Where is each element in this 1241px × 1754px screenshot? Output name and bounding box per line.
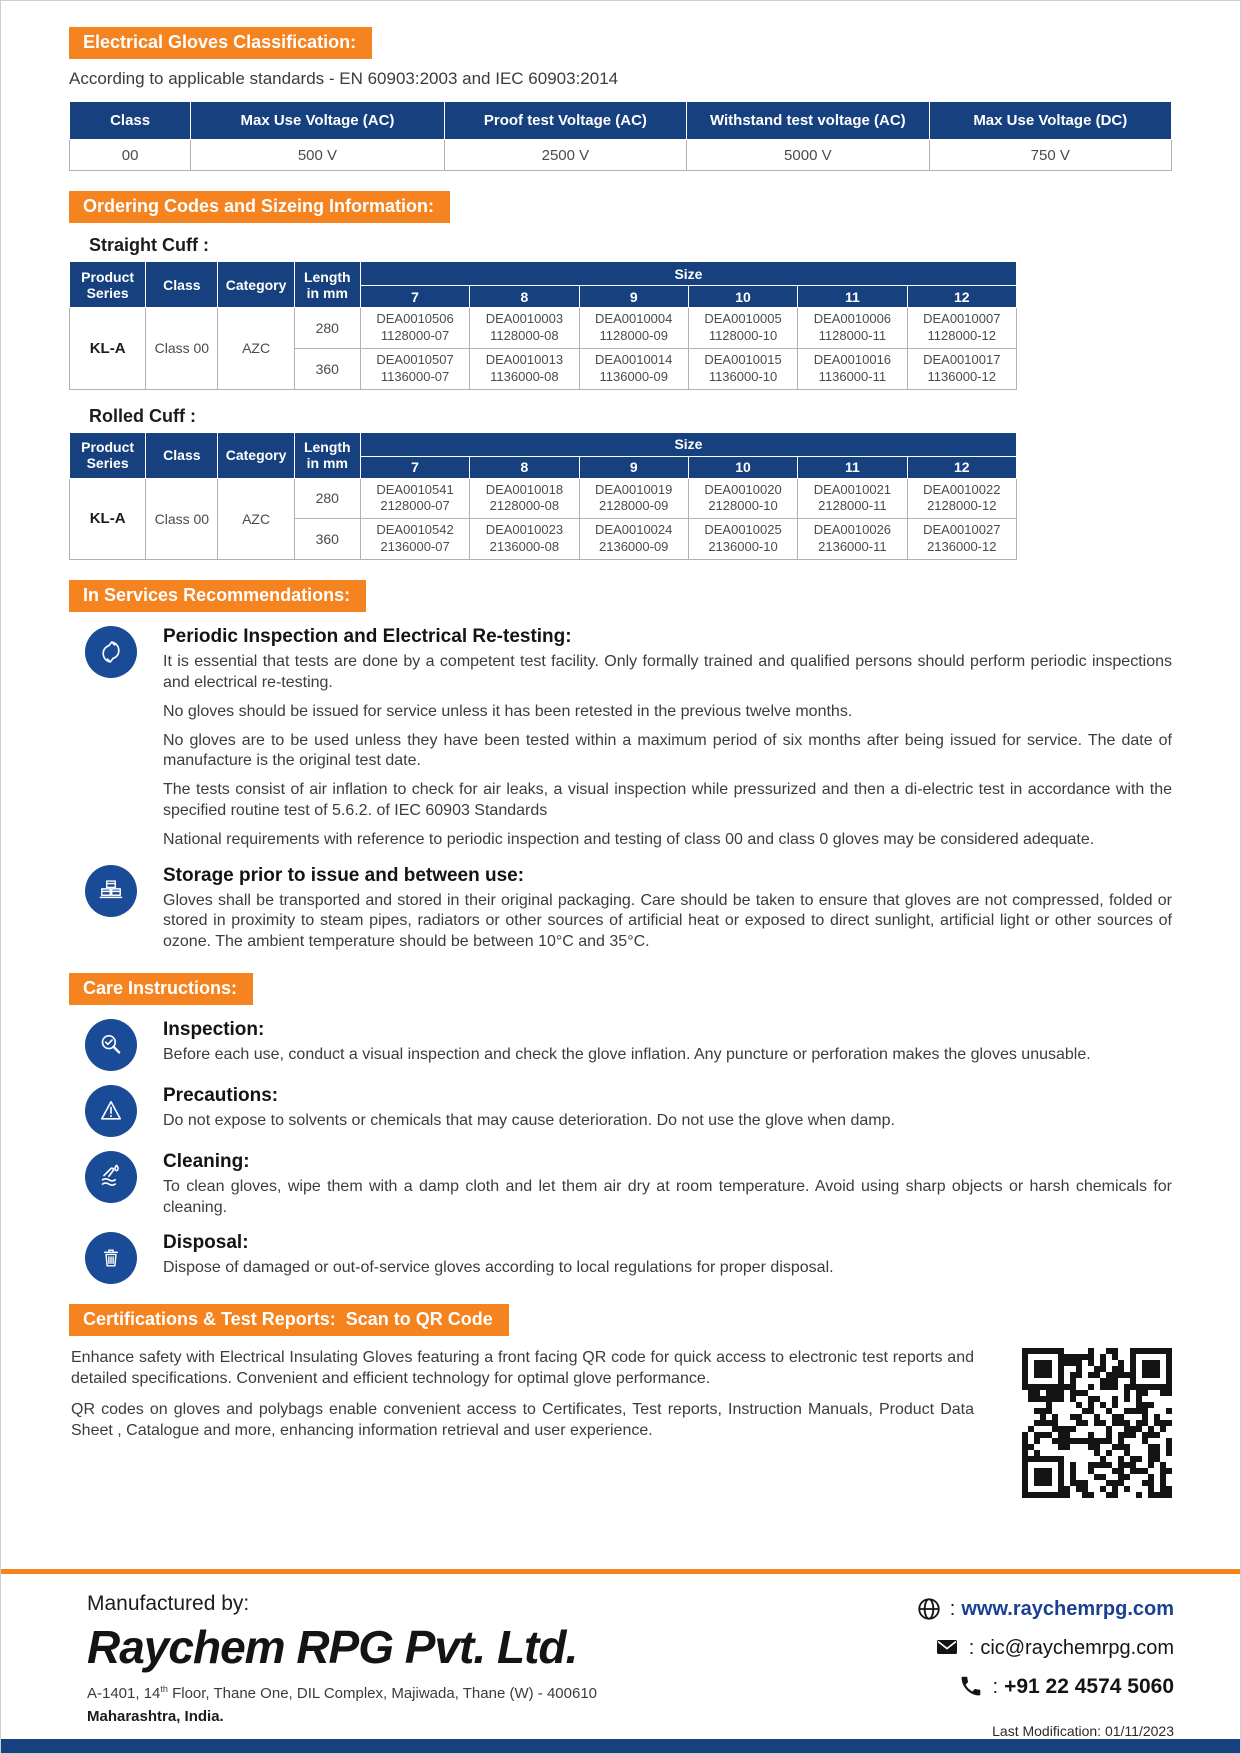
website-line bbox=[916, 1596, 1174, 1622]
proof-test-ac-value: 2500 V bbox=[444, 140, 686, 171]
ordering-code: 2128000-12 bbox=[927, 498, 997, 514]
storage-boxes-icon bbox=[85, 865, 137, 917]
section-header-care: Care Instructions: bbox=[69, 973, 253, 1005]
ordering-code: 1136000-10 bbox=[708, 368, 778, 384]
ordering-code: 1128000-07 bbox=[380, 327, 450, 343]
product-code: DEA0010005 bbox=[704, 311, 782, 326]
product-code: DEA0010019 bbox=[595, 481, 673, 497]
contacts-block bbox=[916, 1592, 1174, 1739]
section-header-certifications: Certifications & Test Reports: Scan to QR Code bbox=[69, 1304, 509, 1336]
product-code: DEA0010018 bbox=[485, 481, 564, 497]
ordering-code: 1128000-10 bbox=[708, 327, 778, 343]
col-category: Category bbox=[218, 262, 294, 308]
precautions-text bbox=[163, 1085, 1172, 1137]
product-code: DEA0010017 bbox=[923, 351, 1001, 367]
col-proof-test-ac: Proof test Voltage (AC) bbox=[444, 102, 686, 140]
product-code: DEA0010506 bbox=[376, 311, 454, 326]
order-cell bbox=[579, 478, 688, 519]
page-content bbox=[1, 1, 1240, 1498]
ordering-code: 2136000-10 bbox=[708, 539, 778, 555]
length-value: 280 bbox=[294, 478, 360, 519]
warning-triangle-icon bbox=[85, 1085, 137, 1137]
col-size-8: 8 bbox=[470, 456, 579, 478]
product-code: DEA0010020 bbox=[704, 481, 782, 497]
item-title: Periodic Inspection and Electrical Re-testing: bbox=[163, 626, 572, 648]
ordering-code: 1128000-09 bbox=[599, 327, 668, 343]
product-code: DEA0010013 bbox=[485, 351, 564, 367]
class-value: Class 00 bbox=[146, 478, 218, 560]
website-link[interactable]: www.raychemrpg.com bbox=[961, 1597, 1174, 1620]
mail-icon bbox=[935, 1635, 961, 1661]
ordering-code: 2128000-08 bbox=[489, 498, 560, 514]
order-cell bbox=[688, 519, 797, 560]
order-cell bbox=[798, 478, 907, 519]
order-cell bbox=[470, 308, 579, 349]
col-size-7: 7 bbox=[360, 456, 469, 478]
order-cell bbox=[579, 519, 688, 560]
storage-text bbox=[163, 865, 1172, 953]
col-class: Class bbox=[146, 262, 218, 308]
company-address bbox=[87, 1684, 597, 1702]
company-region: Maharashtra, India. bbox=[87, 1708, 224, 1725]
order-cell bbox=[907, 519, 1016, 560]
col-size-10: 10 bbox=[688, 456, 797, 478]
ordering-code: 1136000-07 bbox=[380, 368, 450, 384]
product-series-value: KL-A bbox=[70, 478, 146, 560]
ordering-code: 2128000-11 bbox=[818, 498, 887, 514]
paragraph: To clean gloves, wipe them with a damp cloth and let them air dry at room temperature. Avoid using sharp objects or harsh chemicals for cleaning. bbox=[163, 1177, 1172, 1216]
qr-code bbox=[1022, 1348, 1172, 1498]
periodic-inspection-text bbox=[163, 626, 1172, 850]
col-size-group: Size bbox=[360, 432, 1016, 456]
disposal-text bbox=[163, 1232, 1172, 1284]
order-cell bbox=[907, 478, 1016, 519]
product-code: DEA0010542 bbox=[376, 522, 454, 538]
product-code: DEA0010021 bbox=[813, 481, 892, 497]
paragraph: Enhance safety with Electrical Insulating Gloves featuring a front facing QR code for quick access to electronic test reports and detailed specifications. Convenient and efficient technology for optimal glove performance. bbox=[71, 1349, 974, 1388]
col-size-9: 9 bbox=[579, 456, 688, 478]
disposal-item bbox=[85, 1232, 1172, 1284]
ordering-code: 2128000-09 bbox=[599, 498, 669, 514]
inspection-magnifier-icon bbox=[85, 1019, 137, 1071]
email-line bbox=[935, 1635, 1174, 1661]
straight-cuff-table bbox=[69, 261, 1017, 390]
separator: : bbox=[968, 1636, 975, 1659]
product-code: DEA0010004 bbox=[595, 311, 673, 326]
product-series-value: KL-A bbox=[70, 308, 146, 390]
item-title: Cleaning: bbox=[163, 1150, 250, 1172]
bottom-navy-bar bbox=[1, 1739, 1240, 1753]
item-title: Disposal: bbox=[163, 1232, 249, 1254]
col-class: Class bbox=[146, 432, 218, 478]
col-size-9: 9 bbox=[579, 286, 688, 308]
paragraph: Before each use, conduct a visual inspection and check the glove inflation. Any puncture or perforation makes the gloves unusable. bbox=[163, 1045, 1091, 1063]
product-code: DEA0010023 bbox=[485, 522, 564, 538]
table-row bbox=[70, 308, 1017, 349]
product-code: DEA0010024 bbox=[595, 522, 673, 538]
col-withstand-ac: Withstand test voltage (AC) bbox=[687, 102, 929, 140]
email-link[interactable]: cic@raychemrpg.com bbox=[980, 1636, 1174, 1659]
col-size-11: 11 bbox=[798, 286, 907, 308]
col-category: Category bbox=[218, 432, 294, 478]
col-size-10: 10 bbox=[688, 286, 797, 308]
standards-subtitle: According to applicable standards - EN 60903:2003 and IEC 60903:2014 bbox=[69, 69, 619, 88]
item-title: Storage prior to issue and between use: bbox=[163, 864, 525, 886]
ordering-code: 2136000-09 bbox=[599, 539, 669, 555]
address-sup: th bbox=[160, 1684, 168, 1694]
classification-header-row bbox=[70, 102, 1172, 140]
manufactured-by-label: Manufactured by: bbox=[87, 1592, 250, 1615]
ordering-code: 2136000-07 bbox=[380, 539, 450, 555]
class-value: 00 bbox=[70, 140, 191, 171]
company-name: Raychem RPG Pvt. Ltd. bbox=[87, 1621, 578, 1673]
col-length: Length in mm bbox=[294, 262, 360, 308]
paragraph: National requirements with reference to periodic inspection and testing of class 00 and class 0 gloves may be considered adequate. bbox=[163, 830, 1095, 848]
ordering-code: 2136000-11 bbox=[818, 539, 887, 555]
product-code: DEA0010026 bbox=[813, 522, 892, 538]
globe-icon bbox=[916, 1596, 942, 1622]
col-size-8: 8 bbox=[470, 286, 579, 308]
ordering-code: 2128000-10 bbox=[708, 498, 778, 514]
length-value: 280 bbox=[294, 308, 360, 349]
footer bbox=[1, 1569, 1240, 1739]
order-cell bbox=[688, 348, 797, 389]
paragraph: No gloves are to be used unless they have been tested within a maximum period of six months after being issued for service. The date of manufacture is the original test date. bbox=[163, 731, 1172, 770]
address-prefix: A-1401, 14 bbox=[87, 1685, 161, 1702]
order-cell bbox=[470, 519, 579, 560]
length-value: 360 bbox=[294, 519, 360, 560]
ordering-code: 2136000-12 bbox=[927, 539, 997, 555]
ordering-code: 2128000-07 bbox=[380, 498, 450, 514]
section-header-ordering: Ordering Codes and Sizeing Information: bbox=[69, 191, 450, 223]
length-value: 360 bbox=[294, 348, 360, 389]
product-code: DEA0010022 bbox=[923, 481, 1001, 497]
last-modification: Last Modification: 01/11/2023 bbox=[992, 1723, 1174, 1739]
ordering-code: 1136000-11 bbox=[818, 368, 887, 384]
order-cell bbox=[470, 348, 579, 389]
paragraph: Gloves shall be transported and stored in their original packaging. Care should be taken to ensure that gloves are not compressed, folded or stored in proximity to steam pipes, radiators or other sources of artificial heat or exposed to direct sunlight, artificial light or other sources of ozone. The ambient temperature should be between 10°C and 35°C. bbox=[163, 891, 1172, 951]
paragraph: Dispose of damaged or out-of-service gloves according to local regulations for proper disposal. bbox=[163, 1259, 834, 1277]
col-max-use-ac: Max Use Voltage (AC) bbox=[191, 102, 444, 140]
col-size-group: Size bbox=[360, 262, 1016, 286]
product-code: DEA0010003 bbox=[485, 311, 564, 326]
max-use-dc-value: 750 V bbox=[929, 140, 1171, 171]
ordering-code: 1128000-12 bbox=[927, 327, 996, 343]
ordering-code: 1128000-11 bbox=[818, 327, 887, 343]
header-row bbox=[70, 262, 1017, 286]
ordering-code: 1128000-08 bbox=[490, 327, 559, 343]
item-title: Precautions: bbox=[163, 1084, 279, 1106]
product-code: DEA0010027 bbox=[923, 522, 1001, 538]
cleaning-text bbox=[163, 1151, 1172, 1219]
order-cell bbox=[907, 308, 1016, 349]
precautions-item bbox=[85, 1085, 1172, 1137]
phone-number: +91 22 4574 5060 bbox=[1004, 1675, 1174, 1698]
category-value: AZC bbox=[218, 308, 294, 390]
paragraph: QR codes on gloves and polybags enable convenient access to Certificates, Test reports, Instruction Manuals, Product Data Sheet , Catalogue and more, enhancing information retrieval and user experience. bbox=[71, 1401, 974, 1439]
product-code: DEA0010014 bbox=[595, 351, 673, 367]
order-cell bbox=[360, 348, 469, 389]
col-class: Class bbox=[70, 102, 191, 140]
rolled-cuff-title: Rolled Cuff : bbox=[89, 405, 196, 426]
col-size-12: 12 bbox=[907, 456, 1016, 478]
order-cell bbox=[798, 348, 907, 389]
product-code: DEA0010025 bbox=[704, 522, 782, 538]
manufacturer-block bbox=[87, 1592, 597, 1739]
header-row bbox=[70, 432, 1017, 456]
classification-data-row bbox=[70, 140, 1172, 171]
order-cell bbox=[688, 308, 797, 349]
order-cell bbox=[798, 308, 907, 349]
table-row bbox=[70, 478, 1017, 519]
straight-cuff-title: Straight Cuff : bbox=[89, 235, 209, 255]
col-product-series: Product Series bbox=[70, 432, 146, 478]
inspection-item bbox=[85, 1019, 1172, 1071]
order-cell bbox=[907, 348, 1016, 389]
order-cell bbox=[360, 519, 469, 560]
category-value: AZC bbox=[218, 478, 294, 560]
product-code: DEA0010007 bbox=[923, 311, 1001, 326]
trash-bin-icon bbox=[85, 1232, 137, 1284]
col-size-12: 12 bbox=[907, 286, 1016, 308]
phone-icon bbox=[959, 1674, 985, 1700]
col-max-use-dc: Max Use Voltage (DC) bbox=[929, 102, 1171, 140]
rolled-cuff-table bbox=[69, 432, 1017, 561]
cleaning-icon bbox=[85, 1151, 137, 1203]
paragraph: It is essential that tests are done by a competent test facility. Only formally trained and qualified persons should perform periodic inspections and electrical re-testing. bbox=[163, 653, 1172, 691]
certifications-text bbox=[71, 1348, 1022, 1498]
withstand-ac-value: 5000 V bbox=[687, 140, 929, 171]
max-use-ac-value: 500 V bbox=[191, 140, 444, 171]
phone-line bbox=[959, 1674, 1174, 1700]
order-cell bbox=[579, 308, 688, 349]
section-header-classification: Electrical Gloves Classification: bbox=[69, 27, 372, 59]
order-cell bbox=[688, 478, 797, 519]
ordering-code: 1136000-09 bbox=[599, 368, 668, 384]
product-code: DEA0010016 bbox=[813, 351, 892, 367]
product-code: DEA0010015 bbox=[704, 351, 782, 367]
col-size-11: 11 bbox=[798, 456, 907, 478]
separator: : bbox=[992, 1675, 999, 1698]
inspection-text bbox=[163, 1019, 1172, 1071]
classification-table bbox=[69, 101, 1172, 171]
paragraph: Do not expose to solvents or chemicals that may cause deterioration. Do not use the glove when damp. bbox=[163, 1111, 895, 1129]
product-code: DEA0010006 bbox=[813, 311, 892, 326]
order-cell bbox=[798, 519, 907, 560]
col-size-7: 7 bbox=[360, 286, 469, 308]
order-cell bbox=[360, 478, 469, 519]
order-cell bbox=[579, 348, 688, 389]
address-suffix: Floor, Thane One, DIL Complex, Majiwada, Thane (W) - 400610 bbox=[167, 1685, 598, 1702]
product-code: DEA0010541 bbox=[376, 481, 454, 497]
ordering-code: 1136000-12 bbox=[927, 368, 996, 384]
order-cell bbox=[360, 308, 469, 349]
class-value: Class 00 bbox=[146, 308, 218, 390]
cleaning-item bbox=[85, 1151, 1172, 1219]
section-header-in-services: In Services Recommendations: bbox=[69, 580, 366, 612]
paragraph: The tests consist of air inflation to check for air leaks, a visual inspection while pressurized and then a di-electric test in accordance with the specified routine test of 5.6.2. of IEC 60903 Standards bbox=[163, 781, 1172, 819]
separator: : bbox=[949, 1597, 956, 1620]
periodic-inspection-item bbox=[85, 626, 1172, 850]
ordering-code: 1136000-08 bbox=[490, 368, 559, 384]
item-title: Inspection: bbox=[163, 1018, 265, 1040]
col-length: Length in mm bbox=[294, 432, 360, 478]
certifications-block bbox=[71, 1348, 1172, 1498]
storage-item bbox=[85, 865, 1172, 953]
hands-icon bbox=[85, 626, 137, 678]
ordering-code: 2136000-08 bbox=[489, 539, 560, 555]
paragraph: No gloves should be issued for service unless it has been retested in the previous twelve months. bbox=[163, 702, 853, 720]
order-cell bbox=[470, 478, 579, 519]
product-code: DEA0010507 bbox=[376, 351, 454, 367]
col-product-series: Product Series bbox=[70, 262, 146, 308]
